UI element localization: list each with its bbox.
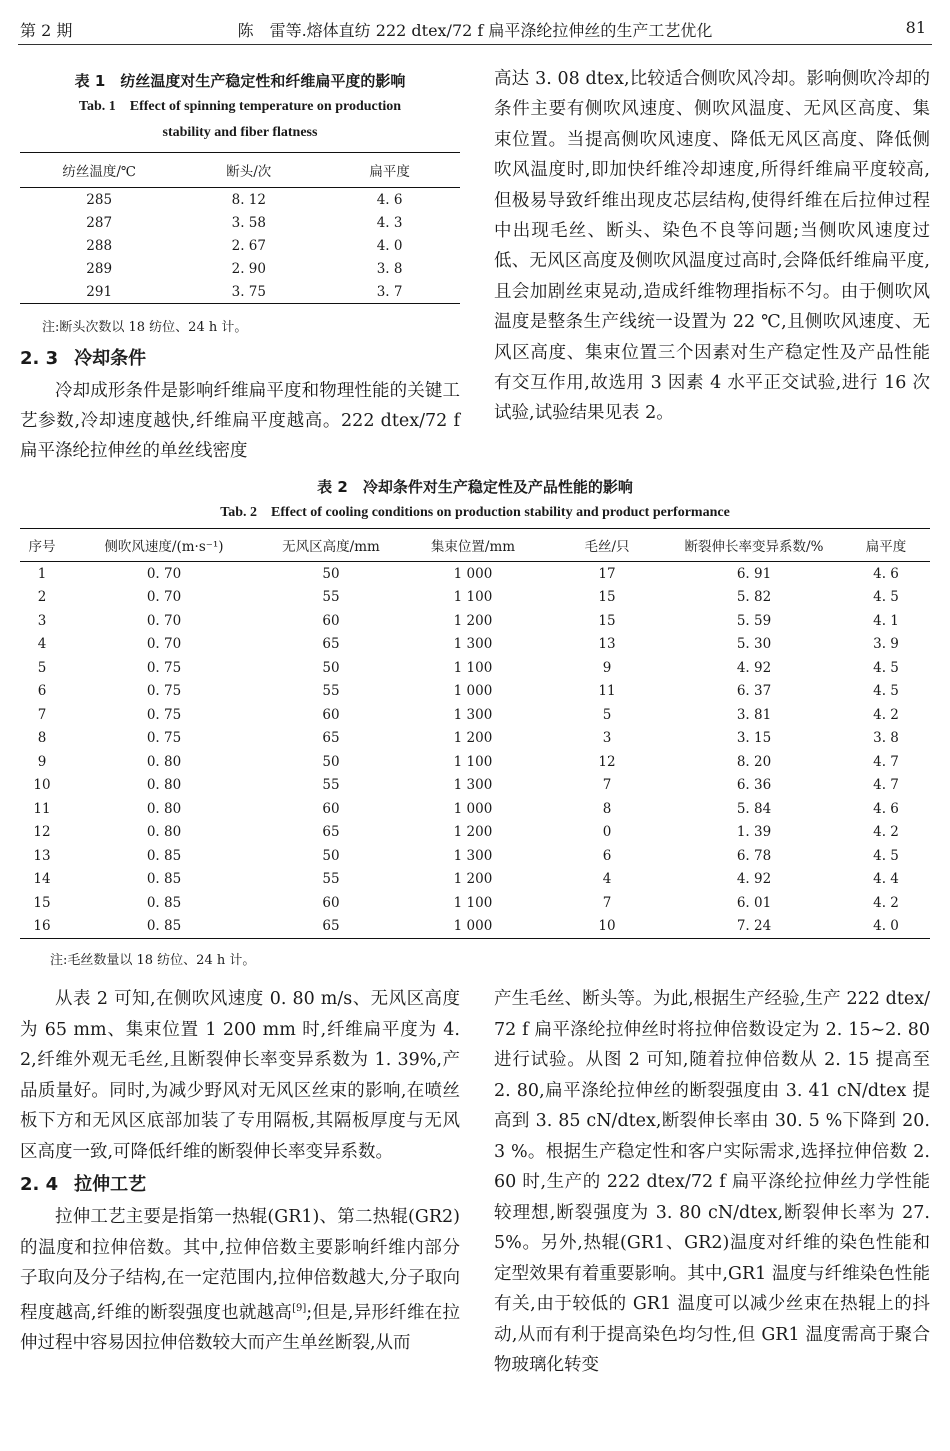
paragraph-text: ;但是,异形纤维在拉伸过程中容易因拉伸倍数较大而产生单丝断裂,从而 xyxy=(20,1302,460,1353)
table1-body xyxy=(20,188,460,304)
table-row xyxy=(20,211,460,234)
table-cell: 60 xyxy=(322,894,340,911)
table-cell: 0. 75 xyxy=(146,659,182,676)
table-cell: 9 xyxy=(37,753,47,770)
table-cell: 0. 80 xyxy=(146,800,182,817)
table-header-cell: 纺丝温度/℃ xyxy=(62,164,137,180)
table-row xyxy=(20,844,930,868)
section-heading xyxy=(20,344,460,374)
table-cell: 4. 2 xyxy=(873,824,899,841)
section-2-3 xyxy=(20,344,460,466)
table-cell: 8. 20 xyxy=(736,753,772,770)
table-cell: 1 300 xyxy=(453,636,493,653)
table-cell: 12 xyxy=(33,824,51,841)
table-cell: 55 xyxy=(322,589,340,606)
table-cell: 0. 85 xyxy=(146,894,182,911)
table-cell: 65 xyxy=(322,730,340,747)
table-cell: 6. 78 xyxy=(736,847,772,864)
table-cell: 1 200 xyxy=(453,824,493,841)
table-cell: 0. 70 xyxy=(146,589,182,606)
table-cell: 0. 75 xyxy=(146,730,182,747)
table-cell: 291 xyxy=(86,283,113,300)
table-cell: 0. 70 xyxy=(146,612,182,629)
table-row xyxy=(20,280,460,304)
section-number: 2. 3 xyxy=(20,348,59,369)
table2-body xyxy=(20,562,930,939)
table-header-row xyxy=(20,529,930,562)
table-cell: 16 xyxy=(33,918,51,935)
table-cell: 7 xyxy=(37,706,47,723)
table-cell: 4. 5 xyxy=(873,683,899,700)
page-number: 81 xyxy=(905,18,926,37)
table-row xyxy=(20,821,930,845)
table1-note: 注:断头次数以 18 纺位、24 h 计。 xyxy=(42,320,248,335)
table-header-cell: 断头/次 xyxy=(226,164,272,180)
table-cell: 13 xyxy=(33,847,51,864)
paragraph: 产生毛丝、断头等。为此,根据生产经验,生产 222 dtex/72 f 扁平涤纶拉伸丝时将拉伸倍数设定为 2. 15~2. 80 进行试验。从图 2 可知,随着拉伸倍数从 2. 15 提高至 2. 80,扁平涤纶拉伸丝的断裂强度由 3. 41 cN/dtex 提高到 3. 85 cN/dtex,断裂伸长率由 30. 5 %下降到 20. 3 %。根据生产稳定性和客户实际需求,选择拉伸倍数 2. 60 时,生产的 222 dtex/72 f 扁平涤纶拉伸丝力学性能较理想,断裂强度为 3. 80 cN/dtex,断裂伸长率为 27. 5%。另外,热辊(GR1、GR2)温度对纤维的染色性能和定型效果有着重要影响。其中,GR1 温度与纤维染色性能有关,由于较低的 GR1 温度可以减少丝束在热辊上的抖动,从而有利于提高染色均匀性,但 GR1 温度需高于聚合物玻璃化转变 xyxy=(494,989,930,1375)
table-cell: 0. 85 xyxy=(146,847,182,864)
table-cell: 288 xyxy=(86,237,113,254)
table-cell: 2. 67 xyxy=(231,237,266,254)
table-row xyxy=(20,656,930,680)
table-cell: 4. 1 xyxy=(873,612,899,629)
table-cell: 5. 84 xyxy=(736,800,772,817)
table-cell: 55 xyxy=(322,871,340,888)
table-cell: 4. 4 xyxy=(873,871,899,888)
section-heading xyxy=(20,1168,460,1202)
table-row xyxy=(20,234,460,257)
table-header-cell: 集束位置/mm xyxy=(430,539,516,555)
table-cell: 50 xyxy=(322,565,340,582)
table-cell: 3 xyxy=(37,612,47,629)
table-cell: 4. 7 xyxy=(873,753,899,770)
table-cell: 4. 6 xyxy=(873,800,899,817)
table-cell: 0. 70 xyxy=(146,565,182,582)
table-cell: 5 xyxy=(37,659,47,676)
table2 xyxy=(20,528,930,939)
table-cell: 8. 12 xyxy=(231,191,266,208)
running-title: 陈 雷等.熔体直纺 222 dtex/72 f 扁平涤纶拉伸丝的生产工艺优化 xyxy=(237,21,713,40)
section-number: 2. 4 xyxy=(20,1174,59,1195)
table-cell: 1 100 xyxy=(453,894,493,911)
table-cell: 5. 59 xyxy=(736,612,772,629)
table-row xyxy=(20,915,930,939)
table-cell: 1. 39 xyxy=(736,824,772,841)
table-cell: 3 xyxy=(602,730,612,747)
table-cell: 1 000 xyxy=(453,683,493,700)
table-cell: 0. 75 xyxy=(146,706,182,723)
table-cell: 4. 5 xyxy=(873,659,899,676)
table-cell: 5 xyxy=(602,706,612,723)
table-cell: 1 100 xyxy=(453,659,493,676)
table-cell: 6 xyxy=(37,683,47,700)
table-row xyxy=(20,774,930,798)
table-row xyxy=(20,633,930,657)
citation-ref[interactable]: [9] xyxy=(292,1302,307,1314)
table-cell: 8 xyxy=(602,800,612,817)
table-cell: 1 300 xyxy=(453,706,493,723)
table-row xyxy=(20,891,930,915)
paragraph xyxy=(20,1202,460,1358)
table2-caption-cn: 表 2 冷却条件对生产稳定性及产品性能的影响 xyxy=(317,478,633,496)
table-cell: 1 100 xyxy=(453,589,493,606)
table-cell: 4. 6 xyxy=(376,191,403,208)
table-cell: 10 xyxy=(33,777,51,794)
table-cell: 65 xyxy=(322,824,340,841)
table-cell: 65 xyxy=(322,918,340,935)
table-cell: 55 xyxy=(322,683,340,700)
table-cell: 8 xyxy=(37,730,47,747)
table-cell: 1 200 xyxy=(453,730,493,747)
table-row xyxy=(20,750,930,774)
table-cell: 4. 3 xyxy=(376,214,403,231)
table-row xyxy=(20,188,460,212)
table-cell: 285 xyxy=(86,191,113,208)
table-cell: 1 000 xyxy=(453,565,493,582)
table-cell: 6. 37 xyxy=(736,683,772,700)
table-cell: 3. 75 xyxy=(231,283,266,300)
table-cell: 0. 85 xyxy=(146,918,182,935)
paragraph: 高达 3. 08 dtex,比较适合侧吹风冷却。影响侧吹冷却的条件主要有侧吹风速度、侧吹风温度、无风区高度、集束位置。当提高侧吹风速度、降低无风区高度、降低侧吹风温度时,即加快纤维冷却速度,所得纤维扁平度较高,但极易导致纤维出现皮芯层结构,使得纤维在后拉伸过程中出现毛丝、断头、染色不良等问题;当侧吹风速度过低、无风区高度及侧吹风温度过高时,会降低纤维扁平度,且会加剧丝束晃动,造成纤维物理指标不匀。由于侧吹风温度是整条生产线统一设置为 22 ℃,且侧吹风速度、无风区高度、集束位置三个因素对生产稳定性及产品性能有交互作用,故选用 3 因素 4 水平正交试验,进行 16 次试验,试验结果见表 2。 xyxy=(494,69,930,424)
table-row xyxy=(20,797,930,821)
table-row xyxy=(20,727,930,751)
table-header-cell: 序号 xyxy=(28,539,56,555)
table2-block xyxy=(20,476,930,968)
table1-caption-en-1: Tab. 1 Effect of spinning temperature on production xyxy=(78,99,402,114)
table-cell: 60 xyxy=(322,800,340,817)
table-header-cell: 无风区高度/mm xyxy=(282,539,380,555)
table-cell: 7 xyxy=(602,894,612,911)
paragraph-text: 拉伸工艺主要是指第一热辊(GR1)、第二热辊(GR2)的温度和拉伸倍数。其中,拉伸倍数主要影响纤维内部分子取向及分子结构,在一定范围内,拉伸倍数越大,分子取向程度越高,纤维的断裂强度也就越高 xyxy=(20,1207,460,1323)
table-cell: 3. 15 xyxy=(736,730,772,747)
table-cell: 7. 24 xyxy=(736,918,772,935)
table-cell: 13 xyxy=(598,636,616,653)
table-cell: 15 xyxy=(598,589,616,606)
paragraph: 冷却成形条件是影响纤维扁平度和物理性能的关键工艺参数,冷却速度越快,纤维扁平度越高。222 dtex/72 f 扁平涤纶拉伸丝的单丝线密度 xyxy=(20,381,460,461)
table-cell: 6. 91 xyxy=(736,565,772,582)
table-cell: 1 200 xyxy=(453,871,493,888)
table2-note: 注:毛丝数量以 18 纺位、24 h 计。 xyxy=(50,953,256,968)
table-cell: 0. 75 xyxy=(146,683,182,700)
table-cell: 0. 80 xyxy=(146,753,182,770)
table-row xyxy=(20,562,930,586)
table-cell: 60 xyxy=(322,612,340,629)
table1-caption-en-2: stability and fiber flatness xyxy=(162,125,318,140)
bottom-right-text xyxy=(494,984,930,1381)
table-cell: 3. 9 xyxy=(873,636,899,653)
table-row xyxy=(20,257,460,280)
table-cell: 4. 0 xyxy=(376,237,403,254)
table-cell: 10 xyxy=(598,918,616,935)
table-cell: 2 xyxy=(37,589,47,606)
table-cell: 1 000 xyxy=(453,800,493,817)
table-cell: 0. 80 xyxy=(146,824,182,841)
table-cell: 3. 8 xyxy=(376,260,403,277)
table-cell: 50 xyxy=(322,847,340,864)
table-row xyxy=(20,703,930,727)
table-cell: 4. 92 xyxy=(736,871,772,888)
table-cell: 60 xyxy=(322,706,340,723)
table-header-cell: 毛丝/只 xyxy=(584,539,630,555)
running-header xyxy=(18,14,932,45)
table-cell: 5. 82 xyxy=(736,589,772,606)
table-header-cell: 断裂伸长率变异系数/% xyxy=(684,539,824,555)
table-cell: 1 300 xyxy=(453,847,493,864)
table-cell: 3. 58 xyxy=(231,214,266,231)
issue-number: 第 2 期 xyxy=(20,21,73,40)
table-cell: 0. 70 xyxy=(146,636,182,653)
table-cell: 1 300 xyxy=(453,777,493,794)
table-header-cell: 扁平度 xyxy=(865,539,907,555)
table-row xyxy=(20,586,930,610)
table-cell: 1 200 xyxy=(453,612,493,629)
table-cell: 3. 7 xyxy=(376,283,403,300)
table-cell: 4. 2 xyxy=(873,894,899,911)
table-cell: 15 xyxy=(598,612,616,629)
table1-caption-cn: 表 1 纺丝温度对生产稳定性和纤维扁平度的影响 xyxy=(74,72,406,90)
table-cell: 4. 5 xyxy=(873,589,899,606)
table-cell: 0. 80 xyxy=(146,777,182,794)
table-cell: 7 xyxy=(602,777,612,794)
table-cell: 15 xyxy=(33,894,51,911)
table-cell: 0 xyxy=(602,824,612,841)
table-cell: 1 xyxy=(37,565,47,582)
table-cell: 4. 5 xyxy=(873,847,899,864)
table-cell: 287 xyxy=(86,214,113,231)
table-cell: 2. 90 xyxy=(231,260,266,277)
bottom-left-text xyxy=(20,984,460,1358)
table-cell: 4. 7 xyxy=(873,777,899,794)
paragraph: 从表 2 可知,在侧吹风速度 0. 80 m/s、无风区高度为 65 mm、集束位置 1 200 mm 时,纤维扁平度为 4. 2,纤维外观无毛丝,且断裂伸长率变异系数为 1. 39%,产品质量好。同时,为减少野风对无风区丝束的影响,在喷丝板下方和无风区底部加装了专用隔板,其隔板厚度与无风区高度一致,可降低纤维的断裂伸长率变异系数。 xyxy=(20,989,460,1162)
table-cell: 50 xyxy=(322,659,340,676)
table-row xyxy=(20,609,930,633)
table-cell: 14 xyxy=(33,871,51,888)
table-cell: 4. 92 xyxy=(736,659,772,676)
table-cell: 0. 85 xyxy=(146,871,182,888)
table-row xyxy=(20,680,930,704)
table-cell: 17 xyxy=(598,565,616,582)
table2-caption-en: Tab. 2 Effect of cooling conditions on production stability and product performance xyxy=(220,505,730,520)
table-cell: 1 100 xyxy=(453,753,493,770)
table-header-cell: 扁平度 xyxy=(369,164,410,180)
table1 xyxy=(20,152,460,304)
table-cell: 4 xyxy=(37,636,47,653)
table-cell: 6. 36 xyxy=(736,777,772,794)
section-title: 拉伸工艺 xyxy=(74,1174,147,1195)
table-cell: 6 xyxy=(602,847,612,864)
table-cell: 289 xyxy=(86,260,113,277)
table-cell: 11 xyxy=(33,800,51,817)
table-cell: 55 xyxy=(322,777,340,794)
table-cell: 50 xyxy=(322,753,340,770)
table-cell: 5. 30 xyxy=(736,636,772,653)
table-cell: 4. 6 xyxy=(873,565,899,582)
table-row xyxy=(20,868,930,892)
table-cell: 1 000 xyxy=(453,918,493,935)
table-header-row xyxy=(20,153,460,188)
table-cell: 12 xyxy=(598,753,616,770)
table-cell: 9 xyxy=(602,659,612,676)
table-cell: 65 xyxy=(322,636,340,653)
table-cell: 6. 01 xyxy=(736,894,772,911)
table-header-cell: 侧吹风速度/(m·s⁻¹) xyxy=(104,539,224,555)
table-cell: 4. 2 xyxy=(873,706,899,723)
table-cell: 11 xyxy=(598,683,616,700)
table-cell: 4. 0 xyxy=(873,918,899,935)
table1-block xyxy=(20,68,460,335)
table-cell: 4 xyxy=(602,871,612,888)
table-cell: 3. 8 xyxy=(873,730,899,747)
right-top-text xyxy=(494,64,930,429)
section-title: 冷却条件 xyxy=(74,348,147,369)
table-cell: 3. 81 xyxy=(736,706,772,723)
